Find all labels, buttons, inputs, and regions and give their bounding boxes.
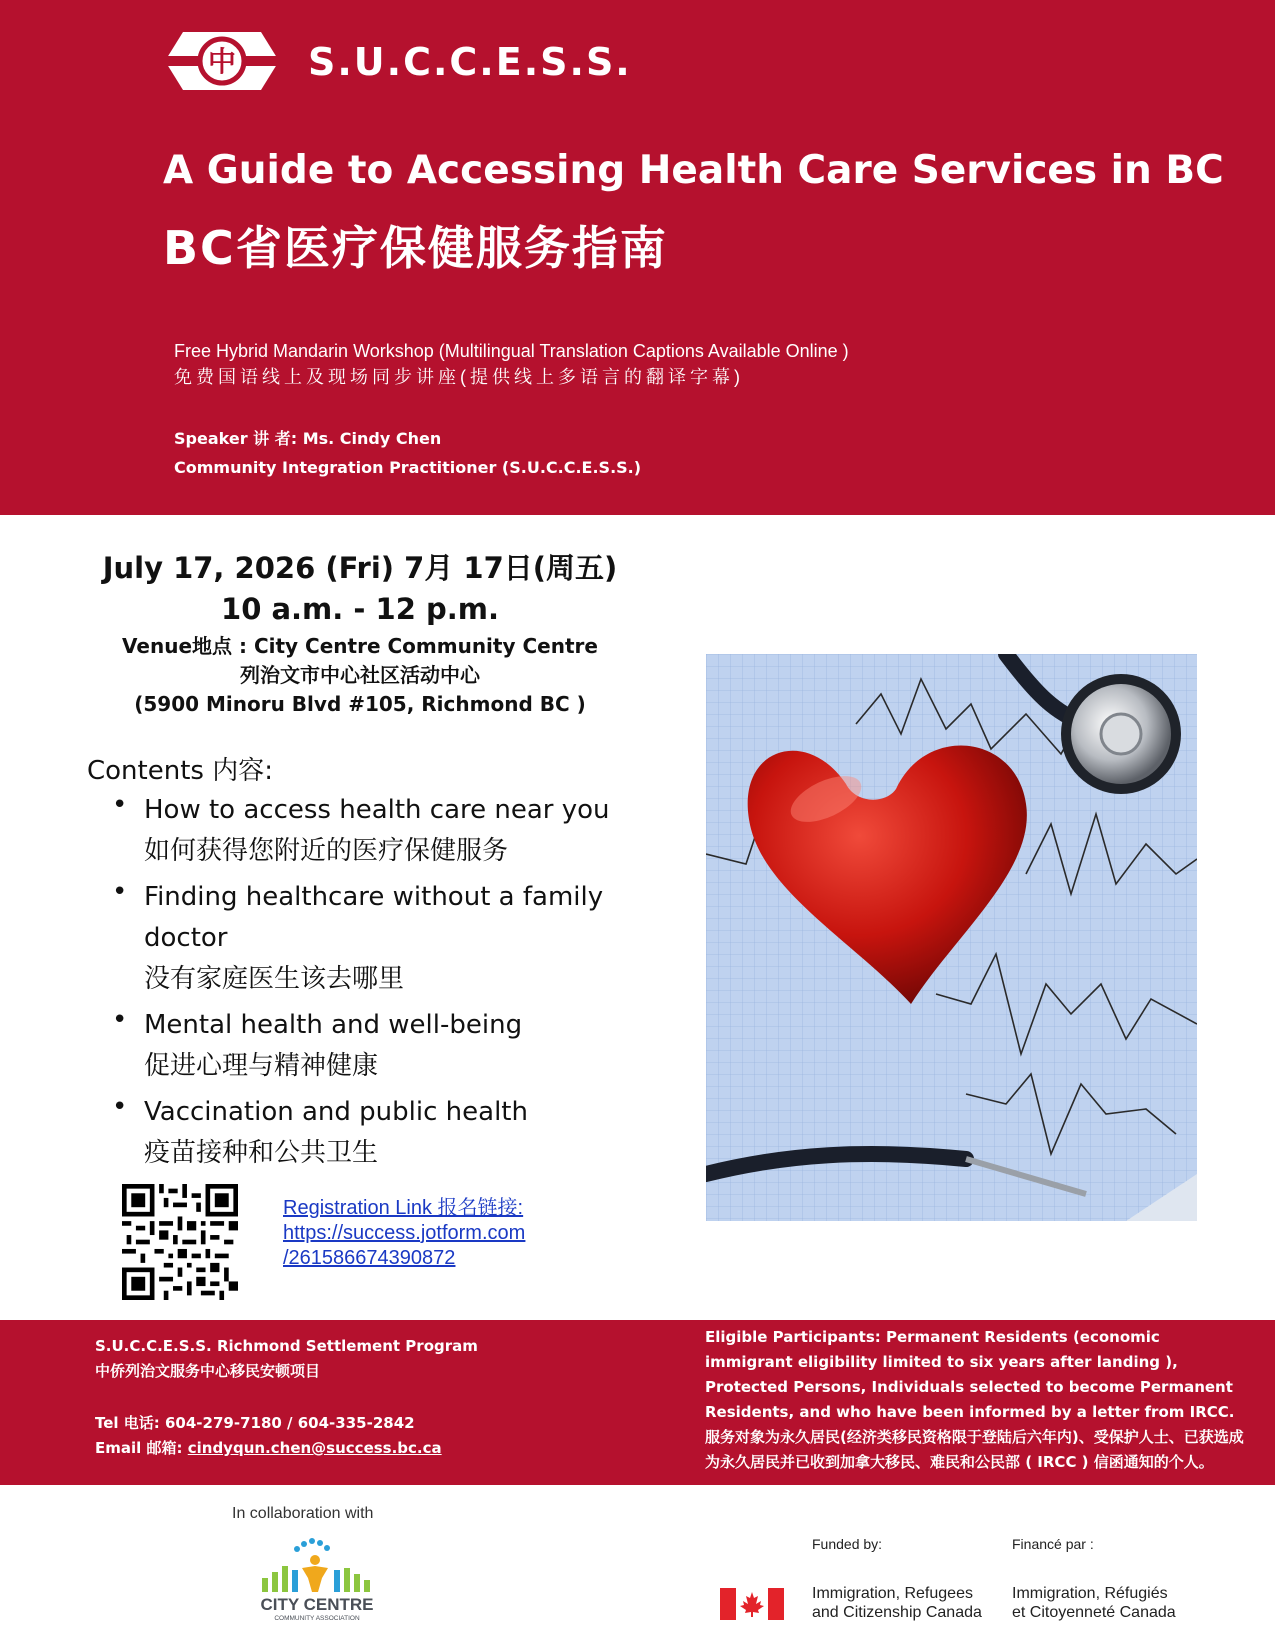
success-logo-icon [163, 26, 281, 96]
page-title-zh: BC省医疗保健服务指南 [163, 221, 668, 275]
program-name-en: S.U.C.C.E.S.S. Richmond Settlement Program [95, 1337, 478, 1355]
speaker-role: Community Integration Practitioner (S.U.C.C.E.S.S.) [174, 458, 642, 477]
email-row [95, 1436, 478, 1461]
phone-numbers: Tel 电话: 604-279-7180 / 604-335-2842 [95, 1414, 415, 1432]
svg-text:中: 中 [207, 45, 237, 78]
finance-par-label: Financé par : [1012, 1536, 1094, 1552]
svg-text:COMMUNITY ASSOCIATION: COMMUNITY ASSOCIATION [274, 1615, 360, 1622]
contact-info [95, 1334, 478, 1461]
footer-band [0, 1320, 1275, 1485]
email-label: Email 邮箱: [95, 1439, 188, 1457]
event-details [80, 548, 640, 719]
heart-stethoscope-photo [706, 654, 1197, 1221]
registration-link[interactable] [283, 1196, 525, 1271]
registration-qr-code-icon[interactable] [122, 1184, 238, 1300]
bullet: • [112, 877, 128, 907]
list-item-zh: 没有家庭医生该去哪里 [144, 964, 405, 994]
list-item-en: Vaccination and public health [144, 1097, 528, 1127]
workshop-en: Free Hybrid Mandarin Workshop (Multilingual Translation Captions Available Online ) [174, 341, 849, 361]
venue [80, 632, 640, 719]
list-item-en: Mental health and well-being [144, 1010, 523, 1040]
list-item-zh: 疫苗接种和公共卫生 [144, 1138, 379, 1168]
bullet: • [112, 1092, 128, 1122]
workshop-description [174, 338, 849, 390]
registration-url-line2[interactable]: /261586674390872 [283, 1247, 456, 1269]
venue-address: (5900 Minoru Blvd #105, Richmond BC ) [134, 692, 586, 716]
event-time: 10 a.m. - 12 p.m. [221, 592, 499, 626]
org-name: S.U.C.C.E.S.S. [308, 40, 632, 84]
page-title-en: A Guide to Accessing Health Care Services in BC [163, 148, 1224, 193]
registration-url-line1[interactable]: https://success.jotform.com [283, 1222, 526, 1244]
header-banner [0, 0, 1275, 515]
list-item [112, 877, 672, 999]
svg-text:CITY CENTRE: CITY CENTRE [260, 1595, 374, 1614]
heart-icon [706, 654, 1197, 1221]
workshop-zh: 免费国语线上及现场同步讲座(提供线上多语言的翻译字幕) [174, 367, 744, 387]
ircc-en-line2: and Citizenship Canada [812, 1604, 982, 1621]
speaker-info [174, 424, 641, 482]
email-link[interactable]: cindyqun.chen@success.bc.ca [187, 1439, 442, 1457]
list-item-zh: 如何获得您附近的医疗保健服务 [144, 836, 509, 866]
speaker-name: Speaker 讲 者: Ms. Cindy Chen [174, 429, 442, 448]
ircc-fr-line2: et Citoyenneté Canada [1012, 1604, 1176, 1621]
collaboration-label: In collaboration with [232, 1505, 374, 1522]
list-item-en: How to access health care near you [144, 795, 610, 825]
canada-flag-icon [720, 1588, 784, 1620]
contents-heading: Contents 内容: [87, 756, 273, 786]
list-item [112, 790, 672, 871]
event-date: July 17, 2026 (Fri) 7月 17日(周五) [102, 551, 618, 585]
ircc-fr-line1: Immigration, Réfugiés [1012, 1585, 1168, 1602]
list-item-en: Finding healthcare without a family doctor [144, 882, 604, 953]
contents-list [112, 790, 672, 1179]
venue-name-zh: 列治文市中心社区活动中心 [240, 663, 480, 687]
list-item [112, 1005, 672, 1086]
venue-name: Venue地点 : City Centre Community Centre [122, 634, 598, 658]
eligibility-text: Eligible Participants: Permanent Residents (economic immigrant eligibility limited to six years after landing ), Protected Persons, Individuals selected to become Permanent Residents, and who have been informed by a letter from IRCC. 服务对象为永久居民(经济类移民资格限于登陆后六年内)、受保护人士、已获选成为永久居民并已收到加拿大移民、难民和公民部 ( IRCC ) 信函通知的个人。 [705, 1328, 1244, 1471]
bullet: • [112, 1005, 128, 1035]
list-item-zh: 促进心理与精神健康 [144, 1051, 379, 1081]
registration-label[interactable]: Registration Link 报名链接: [283, 1197, 524, 1219]
ircc-name-fr [1012, 1584, 1176, 1622]
program-name-zh: 中侨列治文服务中心移民安顿项目 [95, 1362, 321, 1380]
list-item [112, 1092, 672, 1173]
ircc-name-en [812, 1584, 982, 1622]
ircc-en-line1: Immigration, Refugees [812, 1585, 973, 1602]
bullet: • [112, 790, 128, 820]
city-centre-logo-icon [252, 1538, 382, 1622]
funded-by-label: Funded by: [812, 1536, 883, 1552]
